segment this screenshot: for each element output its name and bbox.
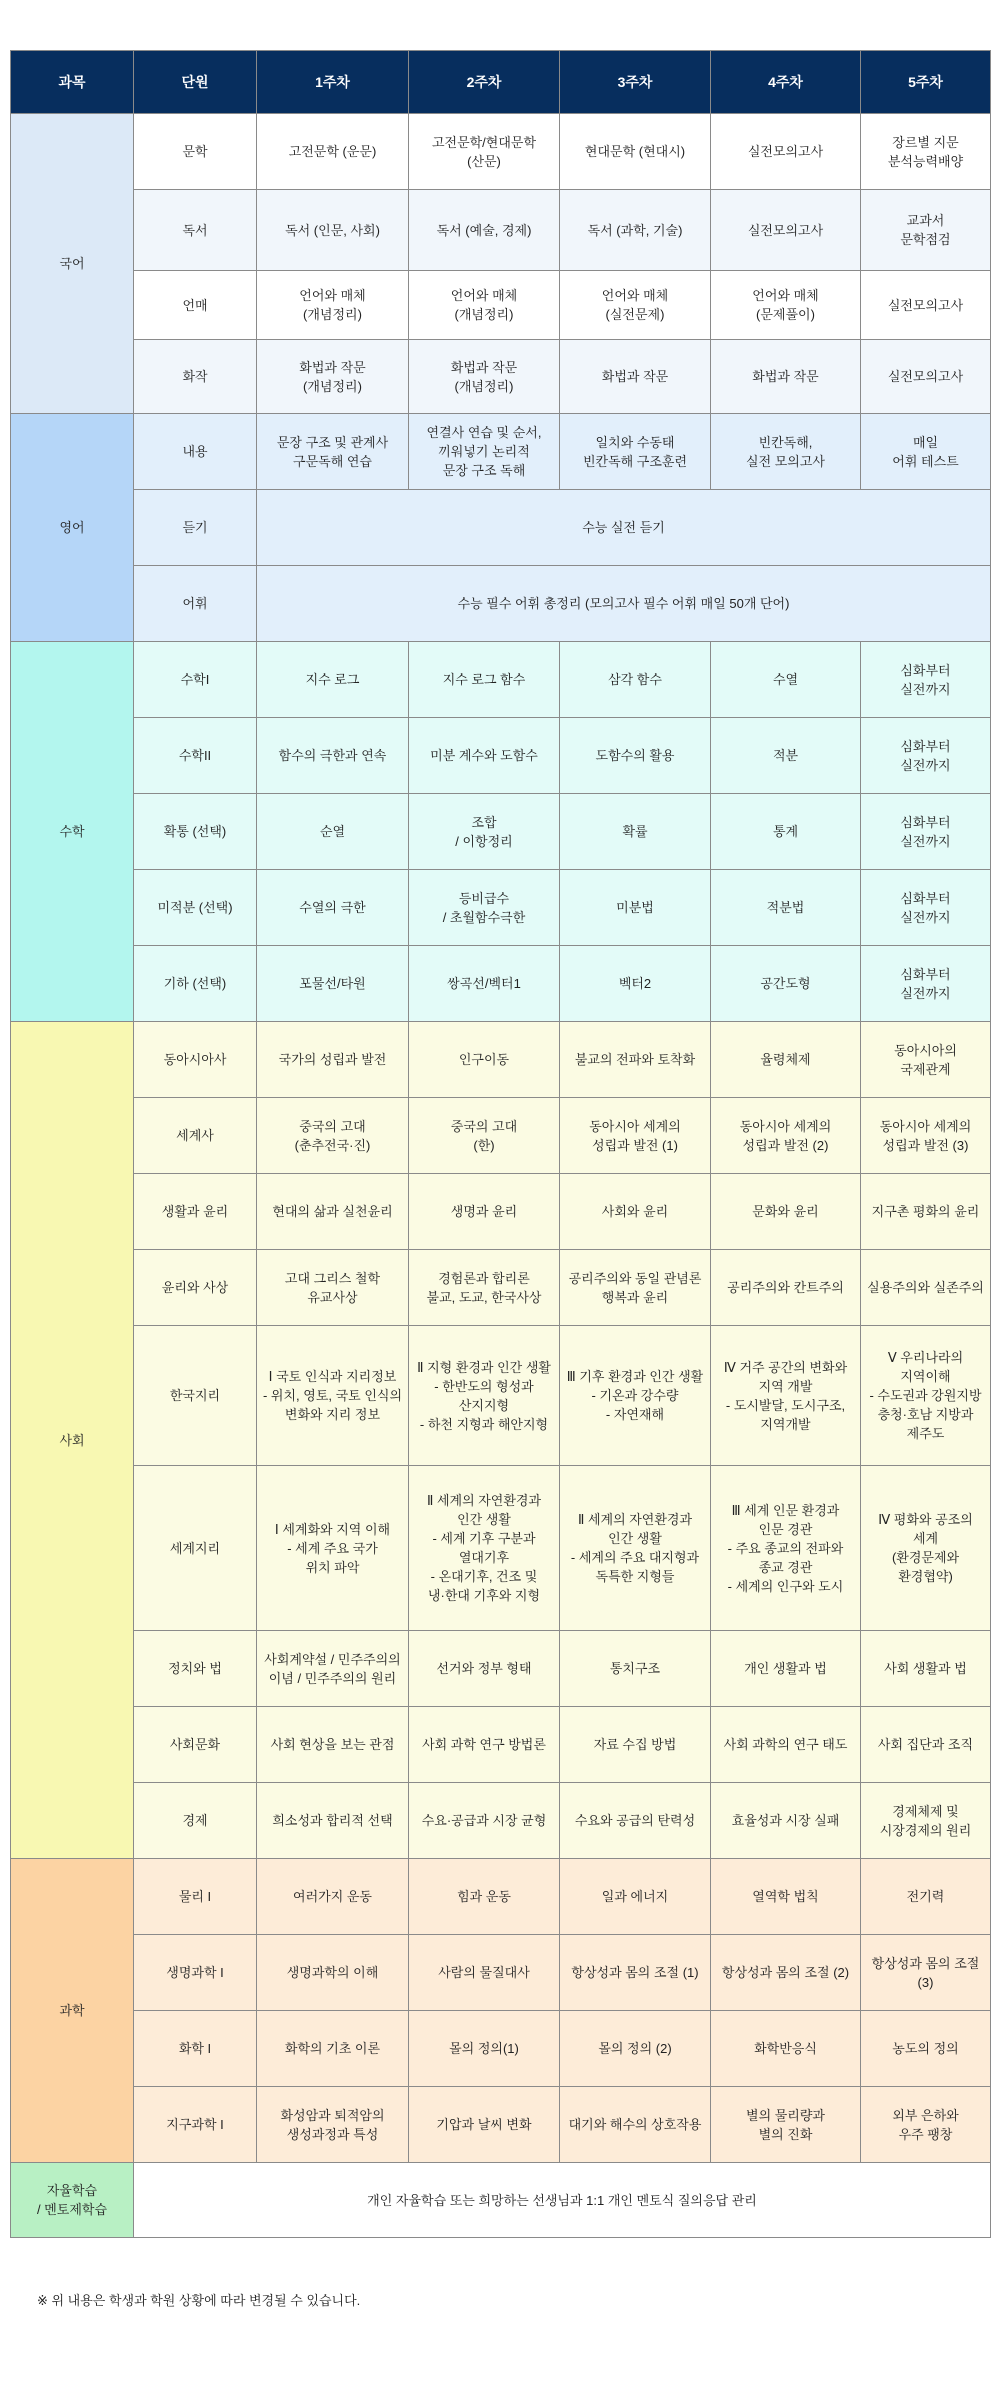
week-cell: 실전모의고사 — [711, 190, 861, 271]
table-row — [11, 946, 991, 1022]
week-cell: 선거와 정부 형태 — [409, 1631, 560, 1707]
unit-cell: 어휘 — [134, 566, 257, 642]
week-cell: 몰의 정의 (2) — [560, 2011, 711, 2087]
week-cell: 함수의 극한과 연속 — [257, 718, 409, 794]
week-cell: 대기와 해수의 상호작용 — [560, 2087, 711, 2163]
table-row — [11, 414, 991, 490]
week-cell: 농도의 정의 — [861, 2011, 991, 2087]
week-cell: 조합 / 이항정리 — [409, 794, 560, 870]
week-cell: 화성암과 퇴적암의 생성과정과 특성 — [257, 2087, 409, 2163]
week-cell: 몰의 정의(1) — [409, 2011, 560, 2087]
table-row — [11, 718, 991, 794]
subject-cell: 국어 — [11, 114, 134, 414]
table-row — [11, 566, 991, 642]
unit-cell: 화학 I — [134, 2011, 257, 2087]
week-cell: 전기력 — [861, 1859, 991, 1935]
week-cell: 사회 생활과 법 — [861, 1631, 991, 1707]
table-row — [11, 340, 991, 414]
week-cell: 율령체제 — [711, 1022, 861, 1098]
table-row — [11, 1707, 991, 1783]
week-cell: 동아시아 세계의 성립과 발전 (3) — [861, 1098, 991, 1174]
week-cell: 자료 수집 방법 — [560, 1707, 711, 1783]
subject-cell: 영어 — [11, 414, 134, 642]
week-cell: 실용주의와 실존주의 — [861, 1250, 991, 1326]
week-cell: 화학반응식 — [711, 2011, 861, 2087]
week-cell: Ⅳ 평화와 공조의 세계 (환경문제와 환경협약) — [861, 1466, 991, 1631]
week-cell: 인구이동 — [409, 1022, 560, 1098]
week-cell: 효율성과 시장 실패 — [711, 1783, 861, 1859]
footnote: ※ 위 내용은 학생과 학원 상황에 따라 변경될 수 있습니다. — [37, 2293, 361, 2308]
unit-cell: 미적분 (선택) — [134, 870, 257, 946]
week-cell: 힘과 운동 — [409, 1859, 560, 1935]
week-cell: 동아시아의 국제관계 — [861, 1022, 991, 1098]
week-cell: 통치구조 — [560, 1631, 711, 1707]
subject-cell: 수학 — [11, 642, 134, 1022]
week-cell: 불교의 전파와 토착화 — [560, 1022, 711, 1098]
unit-cell: 세계지리 — [134, 1466, 257, 1631]
unit-cell: 경제 — [134, 1783, 257, 1859]
table-row — [11, 794, 991, 870]
week-cell: 공간도형 — [711, 946, 861, 1022]
week-cell: 수열의 극한 — [257, 870, 409, 946]
week-cell: 별의 물리량과 별의 진화 — [711, 2087, 861, 2163]
table-row — [11, 271, 991, 340]
week-cell: 적분 — [711, 718, 861, 794]
unit-cell: 윤리와 사상 — [134, 1250, 257, 1326]
unit-cell: 물리 I — [134, 1859, 257, 1935]
unit-cell: 사회문화 — [134, 1707, 257, 1783]
table-row — [11, 2087, 991, 2163]
week-cell: 교과서 문학점검 — [861, 190, 991, 271]
week-cell: 기압과 날씨 변화 — [409, 2087, 560, 2163]
table-row — [11, 1859, 991, 1935]
week-cell: 수요·공급과 시장 균형 — [409, 1783, 560, 1859]
week-cell: Ⅳ 거주 공간의 변화와 지역 개발 - 도시발달, 도시구조, 지역개발 — [711, 1326, 861, 1466]
unit-cell: 지구과학 I — [134, 2087, 257, 2163]
week-cell: 일치와 수동태 빈칸독해 구조훈련 — [560, 414, 711, 490]
subject-cell: 사회 — [11, 1022, 134, 1859]
table-row — [11, 190, 991, 271]
week-cell: 여러가지 운동 — [257, 1859, 409, 1935]
week-cell: 도함수의 활용 — [560, 718, 711, 794]
unit-cell: 수학I — [134, 642, 257, 718]
week-cell: 수열 — [711, 642, 861, 718]
week-cell: 사회계약설 / 민주주의의 이념 / 민주주의의 원리 — [257, 1631, 409, 1707]
week-cell: 실전모의고사 — [711, 114, 861, 190]
header-subject: 과목 — [11, 51, 134, 114]
week-cell: 언어와 매체 (실전문제) — [560, 271, 711, 340]
week-cell: 생명과 윤리 — [409, 1174, 560, 1250]
unit-cell: 한국지리 — [134, 1326, 257, 1466]
week-cell: 생명과학의 이해 — [257, 1935, 409, 2011]
week-cell: 적분법 — [711, 870, 861, 946]
table-row — [11, 1174, 991, 1250]
week-cell: 장르별 지문 분석능력배양 — [861, 114, 991, 190]
merged-week-cell: 수능 필수 어휘 총정리 (모의고사 필수 어휘 매일 50개 단어) — [257, 566, 991, 642]
week-cell: 수요와 공급의 탄력성 — [560, 1783, 711, 1859]
header-week-2: 2주차 — [409, 51, 560, 114]
unit-cell: 화작 — [134, 340, 257, 414]
week-cell: 화학의 기초 이론 — [257, 2011, 409, 2087]
table-row — [11, 2011, 991, 2087]
week-cell: 지수 로그 — [257, 642, 409, 718]
table-row — [11, 1783, 991, 1859]
week-cell: 중국의 고대 (춘추전국·진) — [257, 1098, 409, 1174]
week-cell: Ⅰ 국토 인식과 지리정보 - 위치, 영토, 국토 인식의 변화와 지리 정보 — [257, 1326, 409, 1466]
table-row — [11, 1022, 991, 1098]
week-cell: Ⅰ 세계화와 지역 이해 - 세계 주요 국가 위치 파악 — [257, 1466, 409, 1631]
table-row — [11, 1098, 991, 1174]
merged-week-cell: 수능 실전 듣기 — [257, 490, 991, 566]
week-cell: 개인 생활과 법 — [711, 1631, 861, 1707]
header-week-4: 4주차 — [711, 51, 861, 114]
week-cell: 미분법 — [560, 870, 711, 946]
week-cell: 항상성과 몸의 조절 (2) — [711, 1935, 861, 2011]
week-cell: 일과 에너지 — [560, 1859, 711, 1935]
week-cell: 동아시아 세계의 성립과 발전 (1) — [560, 1098, 711, 1174]
unit-cell: 정치와 법 — [134, 1631, 257, 1707]
week-cell: 미분 계수와 도함수 — [409, 718, 560, 794]
week-cell: 심화부터 실전까지 — [861, 794, 991, 870]
week-cell: 연결사 연습 및 순서, 끼워넣기 논리적 문장 구조 독해 — [409, 414, 560, 490]
week-cell: 문장 구조 및 관계사 구문독해 연습 — [257, 414, 409, 490]
week-cell: Ⅲ 기후 환경과 인간 생활 - 기온과 강수량 - 자연재해 — [560, 1326, 711, 1466]
week-cell: 벡터2 — [560, 946, 711, 1022]
week-cell: 독서 (과학, 기술) — [560, 190, 711, 271]
unit-cell: 생명과학 I — [134, 1935, 257, 2011]
week-cell: 확률 — [560, 794, 711, 870]
week-cell: 언어와 매체 (문제풀이) — [711, 271, 861, 340]
week-cell: 심화부터 실전까지 — [861, 946, 991, 1022]
week-cell: 언어와 매체 (개념정리) — [409, 271, 560, 340]
week-cell: 사회 현상을 보는 관점 — [257, 1707, 409, 1783]
week-cell: 삼각 함수 — [560, 642, 711, 718]
week-cell: 화법과 작문 (개념정리) — [409, 340, 560, 414]
week-cell: 고전문학/현대문학 (산문) — [409, 114, 560, 190]
self-study-description: 개인 자율학습 또는 희망하는 선생님과 1:1 개인 멘토식 질의응답 관리 — [134, 2163, 991, 2238]
week-cell: 독서 (예술, 경제) — [409, 190, 560, 271]
week-cell: 경험론과 합리론 불교, 도교, 한국사상 — [409, 1250, 560, 1326]
unit-cell: 문학 — [134, 114, 257, 190]
week-cell: 쌍곡선/벡터1 — [409, 946, 560, 1022]
week-cell: Ⅱ 세계의 자연환경과 인간 생활 - 세계 기후 구분과 열대기후 - 온대기후, 건조 및 냉·한대 기후와 지형 — [409, 1466, 560, 1631]
week-cell: 중국의 고대 (한) — [409, 1098, 560, 1174]
week-cell: 경제체제 및 시장경제의 원리 — [861, 1783, 991, 1859]
curriculum-body — [11, 114, 991, 2238]
week-cell: 사회 과학의 연구 태도 — [711, 1707, 861, 1783]
week-cell: 빈칸독해, 실전 모의고사 — [711, 414, 861, 490]
week-cell: 외부 은하와 우주 팽창 — [861, 2087, 991, 2163]
unit-cell: 독서 — [134, 190, 257, 271]
week-cell: 실전모의고사 — [861, 271, 991, 340]
table-row — [11, 1466, 991, 1631]
week-cell: Ⅴ 우리나라의 지역이해 - 수도권과 강원지방 충청·호남 지방과 제주도 — [861, 1326, 991, 1466]
week-cell: 등비급수 / 초월함수극한 — [409, 870, 560, 946]
table-row — [11, 1250, 991, 1326]
unit-cell: 언매 — [134, 271, 257, 340]
header-row — [11, 51, 991, 114]
week-cell: 심화부터 실전까지 — [861, 718, 991, 794]
week-cell: 언어와 매체 (개념정리) — [257, 271, 409, 340]
table-row — [11, 2163, 991, 2238]
header-week-3: 3주차 — [560, 51, 711, 114]
unit-cell: 수학II — [134, 718, 257, 794]
week-cell: 항상성과 몸의 조절 (3) — [861, 1935, 991, 2011]
table-row — [11, 1326, 991, 1466]
week-cell: 심화부터 실전까지 — [861, 642, 991, 718]
week-cell: 실전모의고사 — [861, 340, 991, 414]
week-cell: 화법과 작문 (개념정리) — [257, 340, 409, 414]
week-cell: 통계 — [711, 794, 861, 870]
week-cell: 사람의 물질대사 — [409, 1935, 560, 2011]
week-cell: 고전문학 (운문) — [257, 114, 409, 190]
week-cell: 매일 어휘 테스트 — [861, 414, 991, 490]
week-cell: 지구촌 평화의 윤리 — [861, 1174, 991, 1250]
table-row — [11, 870, 991, 946]
unit-cell: 듣기 — [134, 490, 257, 566]
week-cell: 고대 그리스 철학 유교사상 — [257, 1250, 409, 1326]
week-cell: 국가의 성립과 발전 — [257, 1022, 409, 1098]
unit-cell: 기하 (선택) — [134, 946, 257, 1022]
unit-cell: 확통 (선택) — [134, 794, 257, 870]
week-cell: 독서 (인문, 사회) — [257, 190, 409, 271]
table-row — [11, 1631, 991, 1707]
subject-cell: 자율학습 / 멘토제학습 — [11, 2163, 134, 2238]
week-cell: 현대의 삶과 실천윤리 — [257, 1174, 409, 1250]
week-cell: 사회 과학 연구 방법론 — [409, 1707, 560, 1783]
curriculum-table — [10, 50, 991, 2238]
table-row — [11, 1935, 991, 2011]
unit-cell: 생활과 윤리 — [134, 1174, 257, 1250]
table-row — [11, 114, 991, 190]
unit-cell: 내용 — [134, 414, 257, 490]
header-week-5: 5주차 — [861, 51, 991, 114]
header-unit: 단원 — [134, 51, 257, 114]
week-cell: 순열 — [257, 794, 409, 870]
week-cell: 공리주의와 칸트주의 — [711, 1250, 861, 1326]
week-cell: 항상성과 몸의 조절 (1) — [560, 1935, 711, 2011]
week-cell: 공리주의와 동일 관념론 행복과 윤리 — [560, 1250, 711, 1326]
week-cell: 문화와 윤리 — [711, 1174, 861, 1250]
week-cell: Ⅲ 세계 인문 환경과 인문 경관 - 주요 종교의 전파와 종교 경관 - 세계의 인구와 도시 — [711, 1466, 861, 1631]
week-cell: 사회와 윤리 — [560, 1174, 711, 1250]
week-cell: 사회 집단과 조직 — [861, 1707, 991, 1783]
week-cell: 현대문학 (현대시) — [560, 114, 711, 190]
unit-cell: 동아시아사 — [134, 1022, 257, 1098]
header-week-1: 1주차 — [257, 51, 409, 114]
subject-cell: 과학 — [11, 1859, 134, 2163]
week-cell: 지수 로그 함수 — [409, 642, 560, 718]
week-cell: 화법과 작문 — [560, 340, 711, 414]
week-cell: 열역학 법칙 — [711, 1859, 861, 1935]
unit-cell: 세계사 — [134, 1098, 257, 1174]
week-cell: Ⅱ 세계의 자연환경과 인간 생활 - 세계의 주요 대지형과 독특한 지형들 — [560, 1466, 711, 1631]
table-row — [11, 642, 991, 718]
week-cell: 화법과 작문 — [711, 340, 861, 414]
week-cell: 심화부터 실전까지 — [861, 870, 991, 946]
week-cell: 포물선/타원 — [257, 946, 409, 1022]
week-cell: Ⅱ 지형 환경과 인간 생활 - 한반도의 형성과 산지지형 - 하천 지형과 해안지형 — [409, 1326, 560, 1466]
week-cell: 동아시아 세계의 성립과 발전 (2) — [711, 1098, 861, 1174]
week-cell: 희소성과 합리적 선택 — [257, 1783, 409, 1859]
table-row — [11, 490, 991, 566]
